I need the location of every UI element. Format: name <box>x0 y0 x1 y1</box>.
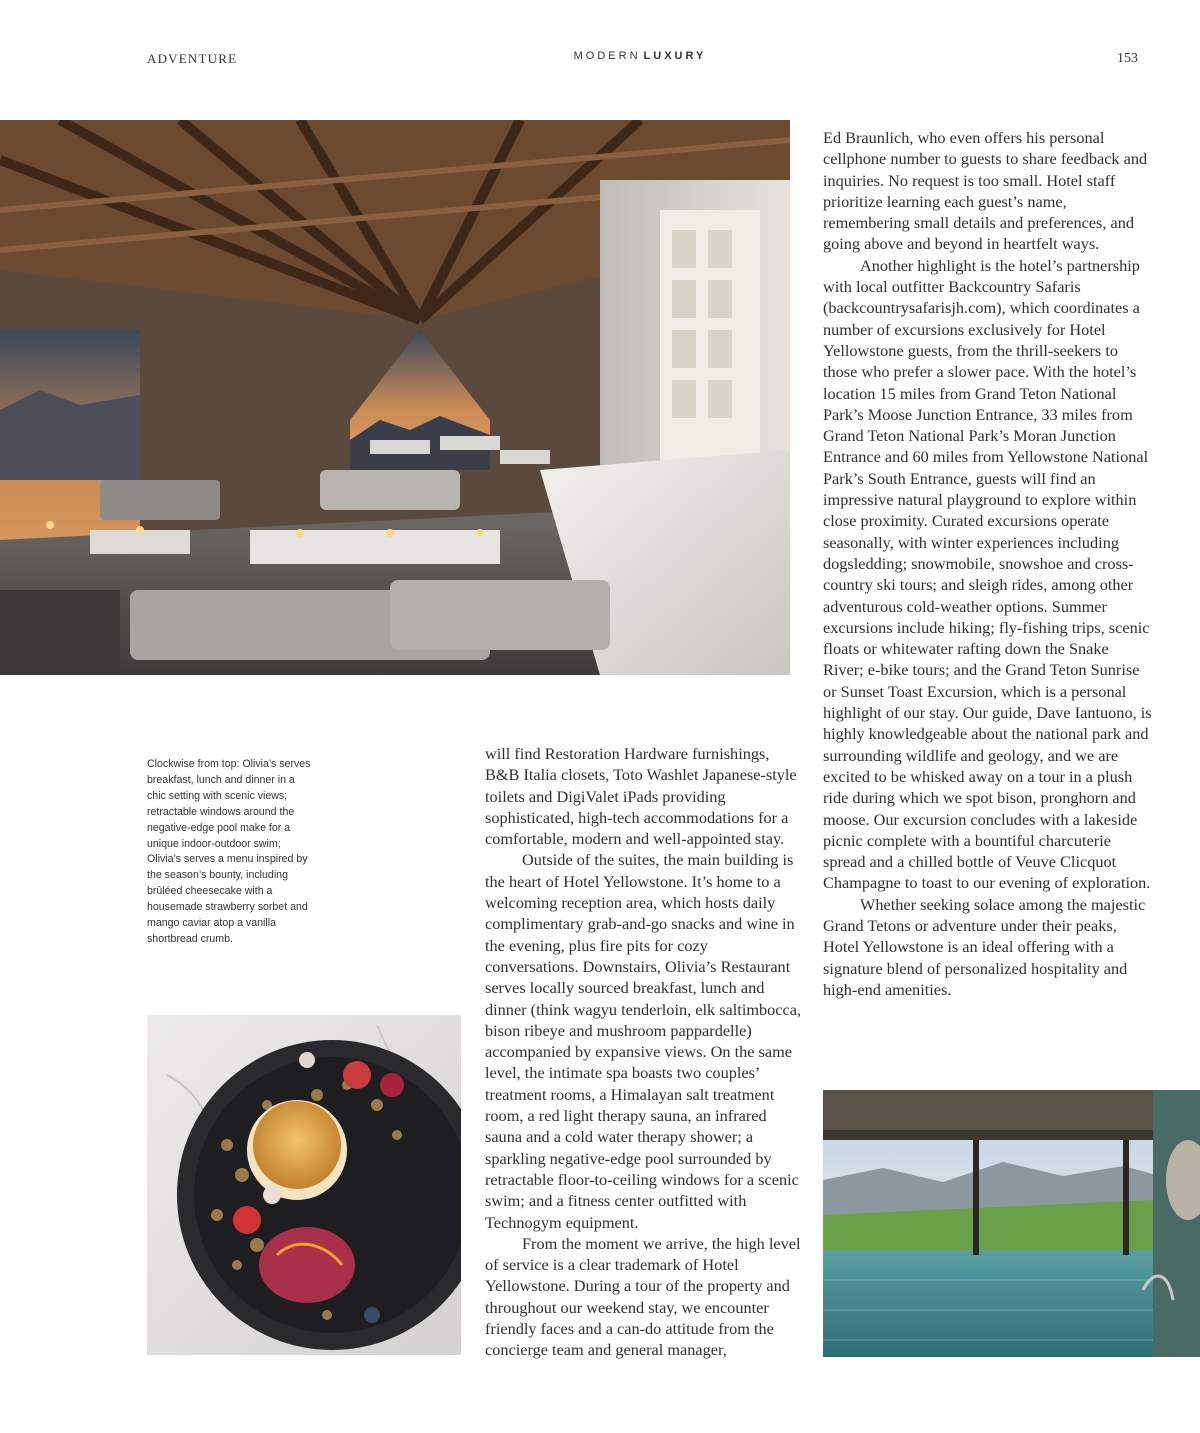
magazine-brand <box>520 50 760 62</box>
article-paragraph: Another highlight is the hotel’s partnership with local outfitter Backcountry Safaris (backcountrysafarisjh.com), which coordinates a number of excursions exclusively for Hotel Yellowstone guests, from the thrill-seekers to those who prefer a slower pace. With the hotel’s location 15 miles from Grand Teton National Park’s Moose Junction Entrance, 33 miles from Grand Teton National Park’s Moran Junction Entrance and 60 miles from Yellowstone National Park’s South Entrance, guests will find an impressive natural playground to explore within close proximity. Curated excursions operate seasonally, with winter experiences including dogsledding; snowmobile, snowshoe and cross-country ski tours; and sleigh rides, among other adventurous cold-weather options. Summer excursions include hiking; fly-fishing trips, scenic floats or whitewater rafting down the Snake River; e-bike tours; and the Grand Teton Sunrise or Sunset Toast Excursion, which is a personal highlight of our stay. Our guide, Dave Iantuono, is highly knowledgeable about the national park and surrounding wildlife and geology, and we are excited to be whisked away on a tour in a plush ride during which we spot bison, pronghorn and moose. Our excursion concludes with a lakeside picnic complete with a bountiful charcuterie spread and a chilled bottle of Veuve Clicquot Champagne to toast to our evening of exploration. <box>823 255 1152 893</box>
article-column-middle <box>485 743 805 1361</box>
page-number: 153 <box>1117 51 1138 66</box>
article-paragraph: From the moment we arrive, the high level of service is a clear trademark of Hotel Yellowstone. During a tour of the property and throughout our weekend stay, we encounter friendly faces and a can-do attitude from the concierge team and general manager, <box>485 1233 801 1360</box>
brand-bold-text: LUXURY <box>643 50 707 62</box>
section-label: ADVENTURE <box>147 51 238 66</box>
article-paragraph: Whether seeking solace among the majestic Grand Tetons or adventure under their peaks, Hotel Yellowstone is an ideal offering with a signature blend of personalized hospitality and high-end amenities. <box>823 894 1146 999</box>
pool-photo <box>823 1090 1200 1357</box>
restaurant-photo <box>0 120 790 675</box>
article-paragraph: Ed Braunlich, who even offers his personal cellphone number to guests to share feedback and inquiries. No request is too small. Hotel staff prioritize learning each guest’s name, remembering small details and preferences, and going above and beyond in heartfelt ways. <box>823 128 1148 254</box>
article-column-right <box>823 127 1153 1000</box>
article-paragraph: Outside of the suites, the main building is the heart of Hotel Yellowstone. It’s home to a welcoming reception area, which hosts daily complimentary grab-and-go snacks and wine in the evening, plus fire pits for cozy conversations. Downstairs, Olivia’s Restaurant serves locally sourced breakfast, lunch and dinner (think wagyu tenderloin, elk saltimbocca, bison ribeye and mushroom pappardelle) accompanied by expansive views. On the same level, the intimate spa boasts two couples’ treatment rooms, a Himalayan salt treatment room, a red light therapy sauna, an infrared sauna and a cold water therapy shower; a sparkling negative-edge pool surrounded by retractable floor-to-ceiling windows for a scenic swim; and a fitness center outfitted with Technogym equipment. <box>485 850 802 1232</box>
dessert-photo <box>147 1015 461 1355</box>
article-paragraph: will find Restoration Hardware furnishings, B&B Italia closets, Toto Washlet Japanese-style toilets and DigiValet iPads providing sophisticated, high-tech accommodations for a comfortable, modern and well-appointed stay. <box>485 744 797 849</box>
brand-light-text: MODERN <box>573 50 641 62</box>
photo-caption: Clockwise from top: Olivia’s serves breakfast, lunch and dinner in a chic setting with scenic views; retractable windows around the negative-edge pool make for a unique indoor-outdoor swim; Olivia’s serves a menu inspired by the season’s bounty, including brûléed cheesecake with a housemade strawberry sorbet and mango caviar atop a vanilla shortbread crumb. <box>147 758 311 945</box>
